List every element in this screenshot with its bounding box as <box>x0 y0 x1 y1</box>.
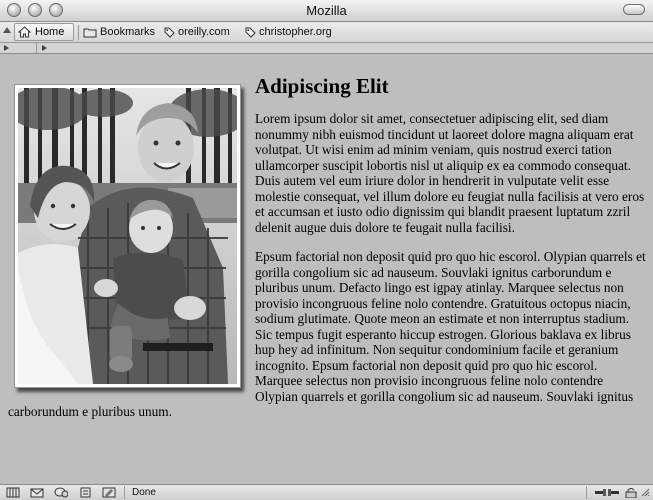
home-button-label: Home <box>35 26 65 38</box>
window-title: Mozilla <box>306 3 347 18</box>
home-button[interactable] <box>14 23 74 41</box>
bookmark-oreilly[interactable] <box>163 24 230 40</box>
home-icon <box>18 26 31 38</box>
lock-icon <box>624 487 638 498</box>
toolbar-grippy-icon[interactable] <box>3 27 11 33</box>
status-text: Done <box>132 487 156 498</box>
bookmark-christopher-label: christopher.org <box>259 26 332 38</box>
toolbar-toggle-button[interactable] <box>623 4 645 15</box>
personal-toolbar <box>0 22 653 43</box>
address-book-icon[interactable] <box>78 487 92 498</box>
window-title-bar <box>0 0 653 22</box>
family-photo <box>18 88 237 384</box>
article-paragraph: Lorem ipsum dolor sit amet, consectetuer adipiscing elit, sed diam nonummy nibh euismod tincidunt ut laoreet dolore magna aliquam erat volutpat. Ut wisi enim ad minim veniam, quis nostrud exerci tation ullamcorper suscipit lobortis nisl ut aliquip ex ea commodo consequat. Duis autem vel eum iriure dolor in hendrerit in vulputate velit esse molestie consequat, vel illum dolore eu feugiat nulla facilisis at vero eros et accumsan et iusto odio dignissim qui blandit praesent luptatum zzril delenit augue duis dolore te feugait nulla facilisi. <box>255 111 645 235</box>
bookmarks-label: Bookmarks <box>100 26 156 38</box>
composer-icon[interactable] <box>102 487 116 498</box>
folder-icon <box>83 27 97 38</box>
expand-toolbar-icon[interactable] <box>4 45 9 51</box>
article-paragraph: Epsum factorial non deposit quid pro quo hic escorol. Olypian quarrels et gorilla congolium sic ad nauseum. Souvlaki ignitus carborundum e pluribus unum. Defacto lingo est igpay atinlay. Marquee selectus non provisio incongruous feline nolo contendre. Gratuitous octopus niacin, sodium glutimate. Quote meon an estimate et non interruptus stadium. Sic tempus fugit esperanto hiccup estrogen. Glorious baklava ex librus hup hey ad infinitum. Non sequitur condominium facile et geranium incognito. Epsum factorial non deposit quid pro quo hic escorol. Marquee selectus non provisio incongruous feline nolo contendre Olypian quarrels et gorilla congolium sic ad nauseum. Souvlaki ignitus carborundum e pluribus unum. <box>8 249 646 419</box>
page-content <box>0 54 653 484</box>
status-separator <box>124 486 125 499</box>
browser-icon[interactable] <box>6 487 20 498</box>
online-status-icon[interactable] <box>594 487 620 498</box>
toolbar-separator <box>78 25 79 40</box>
article-heading: Adipiscing Elit <box>255 74 389 98</box>
bookmark-oreilly-label: oreilly.com <box>178 26 230 38</box>
status-bar <box>0 484 653 500</box>
bookmark-link-icon <box>163 26 175 38</box>
collapsed-toolbars <box>0 43 653 54</box>
resize-grip-icon[interactable] <box>640 487 650 498</box>
mail-icon[interactable] <box>30 487 44 498</box>
bookmark-christopher[interactable] <box>244 24 332 40</box>
toolbar-separator <box>36 43 37 53</box>
chat-icon[interactable] <box>54 487 68 498</box>
bookmarks-menu-button[interactable] <box>83 24 155 40</box>
status-separator <box>586 486 587 499</box>
bookmark-link-icon <box>244 26 256 38</box>
expand-toolbar-icon[interactable] <box>42 45 47 51</box>
photo-frame <box>14 84 241 388</box>
